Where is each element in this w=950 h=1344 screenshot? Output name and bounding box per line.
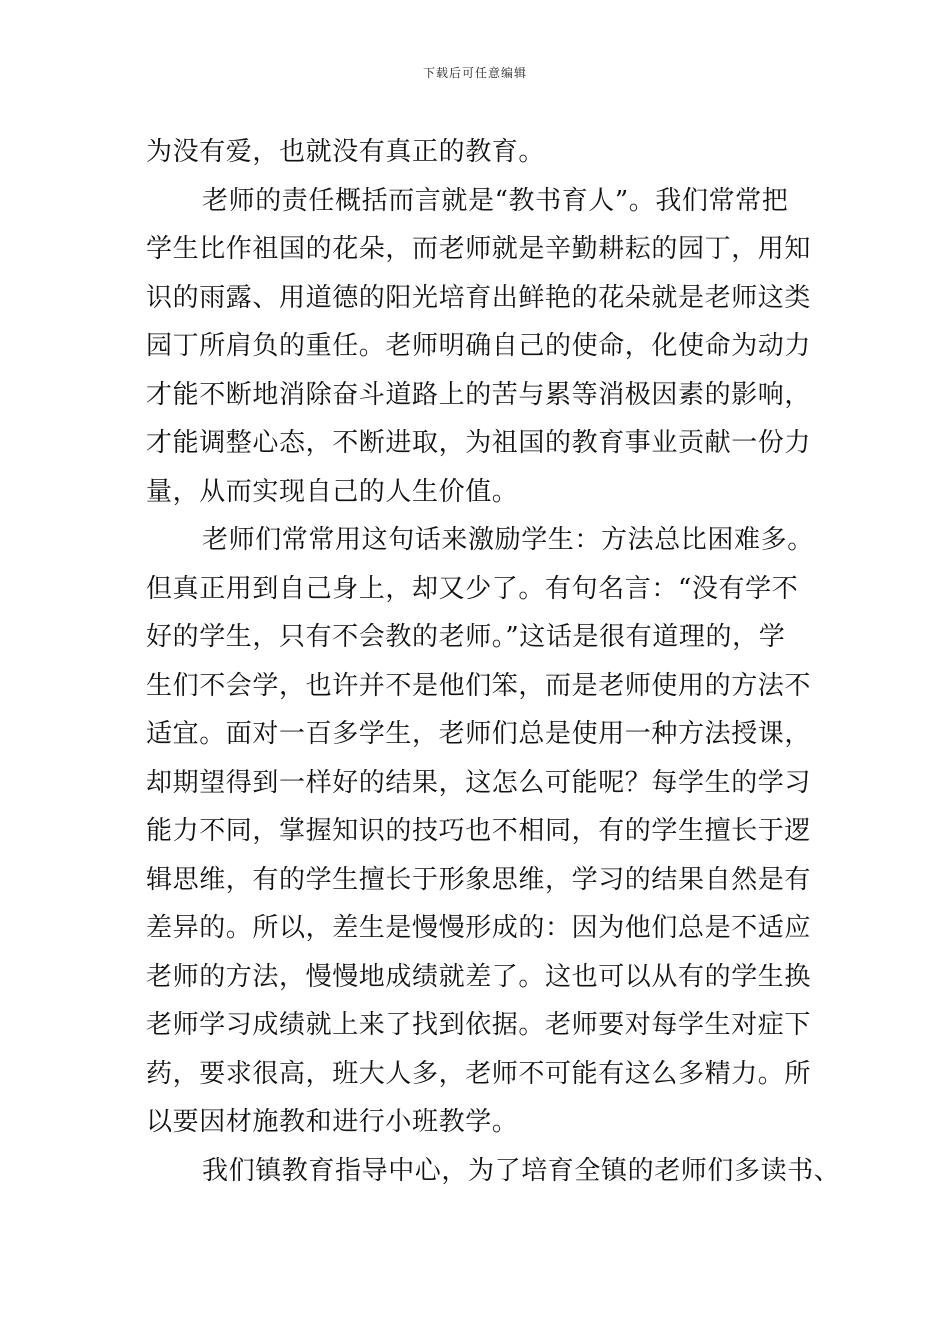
paragraph-start-line: 我们镇教育指导中心，为了培育全镇的老师们多读书、 bbox=[202, 1155, 841, 1186]
text-line: 量，从而实现自己的人生价值。 bbox=[146, 476, 519, 507]
paragraph-start-line: 老师的责任概括而言就是“教书育人”。我们常常把 bbox=[202, 185, 789, 216]
paragraph-start-line: 老师们常常用这句话来激励学生：方法总比困难多。 bbox=[202, 525, 814, 555]
text-line: 老师的方法，慢慢地成绩就差了。这也可以从有的学生换 bbox=[146, 961, 812, 992]
text-line: 才能调整心态，不断进取，为祖国的教育事业贡献一份力 bbox=[146, 428, 812, 458]
text-line: 好的学生，只有不会教的老师。”这话是很有道理的，学 bbox=[146, 622, 786, 652]
text-line: 才能不断地消除奋斗道路上的苦与累等消极因素的影响， bbox=[146, 379, 812, 410]
document-body bbox=[146, 128, 841, 1195]
text-line: 为没有爱，也就没有真正的教育。 bbox=[146, 137, 546, 167]
text-line: 老师学习成绩就上来了找到依据。老师要对每学生对症下 bbox=[146, 1010, 812, 1040]
text-line: 却期望得到一样好的结果，这怎么可能呢？每学生的学习 bbox=[146, 767, 812, 798]
text-line: 学生比作祖国的花朵，而老师就是辛勤耕耘的园丁，用知 bbox=[146, 234, 812, 264]
text-line: 药，要求很高，班大人多，老师不可能有这么多精力。所 bbox=[146, 1058, 812, 1089]
page-header: 下载后可任意编辑 bbox=[422, 66, 527, 80]
text-line: 生们不会学，也许并不是他们笨，而是老师使用的方法不 bbox=[146, 670, 812, 701]
text-line: 差异的。所以，差生是慢慢形成的：因为他们总是不适应 bbox=[146, 913, 812, 943]
text-line: 适宜。面对一百多学生，老师们总是使用一种方法授课， bbox=[146, 719, 812, 749]
text-line: 以要因材施教和进行小班教学。 bbox=[146, 1107, 519, 1137]
text-line: 能力不同，掌握知识的技巧也不相同，有的学生擅长于逻 bbox=[146, 816, 812, 846]
text-line: 但真正用到自己身上，却又少了。有句名言：“没有学不 bbox=[146, 573, 799, 604]
text-line: 园丁所肩负的重任。老师明确自己的使命，化使命为动力 bbox=[146, 331, 812, 361]
text-line: 辑思维，有的学生擅长于形象思维，学习的结果自然是有 bbox=[146, 864, 812, 895]
text-line: 识的雨露、用道德的阳光培育出鲜艳的花朵就是老师这类 bbox=[146, 282, 812, 313]
